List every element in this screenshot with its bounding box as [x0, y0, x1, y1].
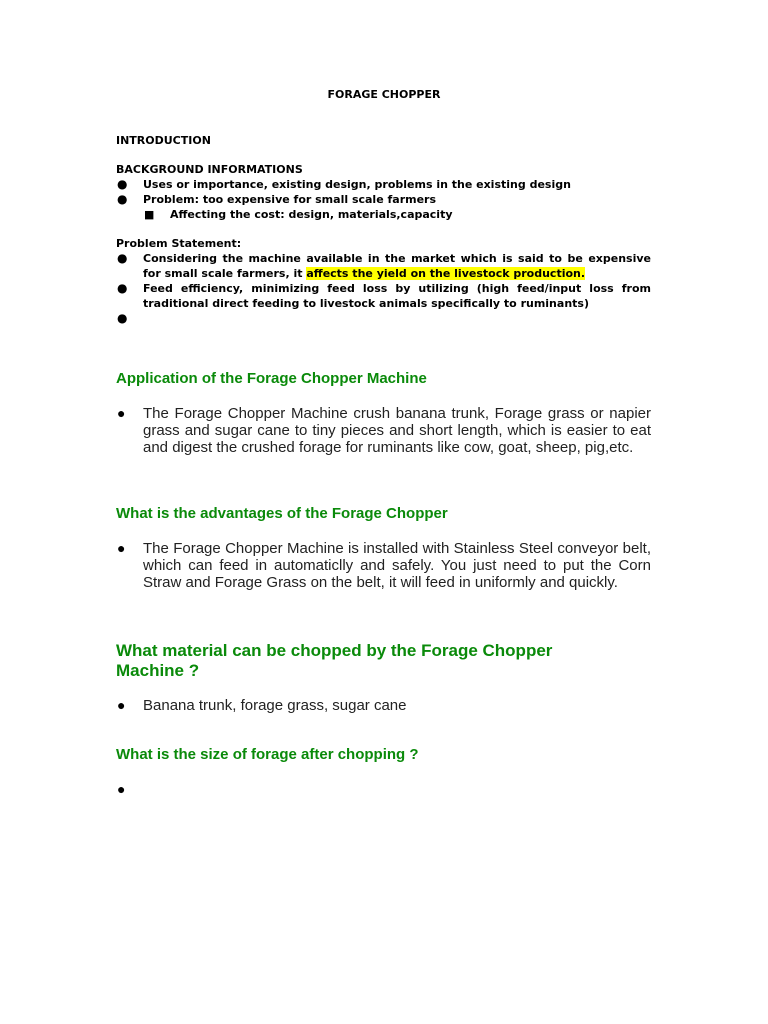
background-heading: BACKGROUND INFORMATIONS: [116, 163, 303, 176]
list-item-text: The Forage Chopper Machine is installed with Stainless Steel conveyor belt, which can feed in automaticlly and safely. You just need to put the Corn Straw and Forage Grass on the belt, it will feed in uniformly and quickly.: [143, 540, 651, 591]
list-item: [116, 405, 651, 456]
introduction-heading: INTRODUCTION: [116, 134, 211, 147]
list-item-empty: [116, 781, 651, 798]
list-item-text: Uses or importance, existing design, problems in the existing design: [143, 178, 571, 191]
bullet-icon: ●: [117, 192, 128, 206]
highlighted-text: affects the yield on the livestock production.: [306, 267, 586, 280]
sub-list-item: [116, 207, 651, 222]
application-list: [116, 405, 651, 456]
list-item: [116, 177, 651, 192]
bullet-icon: ●: [117, 281, 128, 295]
list-item-text: Considering the machine available in the market which is said to be expensive for small scale farmers, it: [143, 252, 651, 280]
section-heading-size: What is the size of forage after chopping ?: [116, 746, 419, 763]
list-item: [116, 192, 651, 207]
bullet-icon: ●: [117, 540, 126, 556]
section-heading-material: What material can be chopped by the Forage Chopper Machine ?: [116, 641, 553, 680]
size-list: [116, 781, 651, 798]
square-bullet-icon: ■: [144, 208, 155, 221]
list-item-text: Banana trunk, forage grass, sugar cane: [143, 697, 407, 714]
material-list: [116, 697, 651, 714]
sub-list-item-text: Affecting the cost: design, materials,capacity: [170, 208, 453, 221]
list-item-empty: [116, 311, 651, 326]
bullet-icon: ●: [117, 781, 126, 797]
bullet-icon: ●: [117, 177, 128, 191]
list-item: [116, 251, 651, 281]
bullet-icon: ●: [117, 311, 128, 325]
background-list: [116, 177, 651, 222]
bullet-icon: ●: [117, 697, 126, 713]
section-heading-advantages: What is the advantages of the Forage Chopper: [116, 505, 448, 522]
list-item-text: The Forage Chopper Machine crush banana trunk, Forage grass or napier grass and sugar cane to tiny pieces and short length, which is easier to eat and digest the crushed forage for ruminants like cow, goat, sheep, pig,etc.: [143, 405, 651, 456]
problem-list: [116, 251, 651, 326]
bullet-icon: ●: [117, 251, 128, 265]
advantages-list: [116, 540, 651, 591]
section-heading-application: Application of the Forage Chopper Machine: [116, 370, 427, 387]
list-item: [116, 697, 651, 714]
list-item: [116, 540, 651, 591]
document-title: FORAGE CHOPPER: [327, 88, 441, 101]
list-item-text: Problem: too expensive for small scale farmers: [143, 193, 437, 206]
list-item-text: Feed efficiency, minimizing feed loss by utilizing (high feed/input loss from traditional direct feeding to livestock animals specifically to ruminants): [143, 282, 651, 310]
bullet-icon: ●: [117, 405, 126, 421]
list-item: [116, 281, 651, 311]
problem-statement-heading: Problem Statement:: [116, 237, 242, 250]
